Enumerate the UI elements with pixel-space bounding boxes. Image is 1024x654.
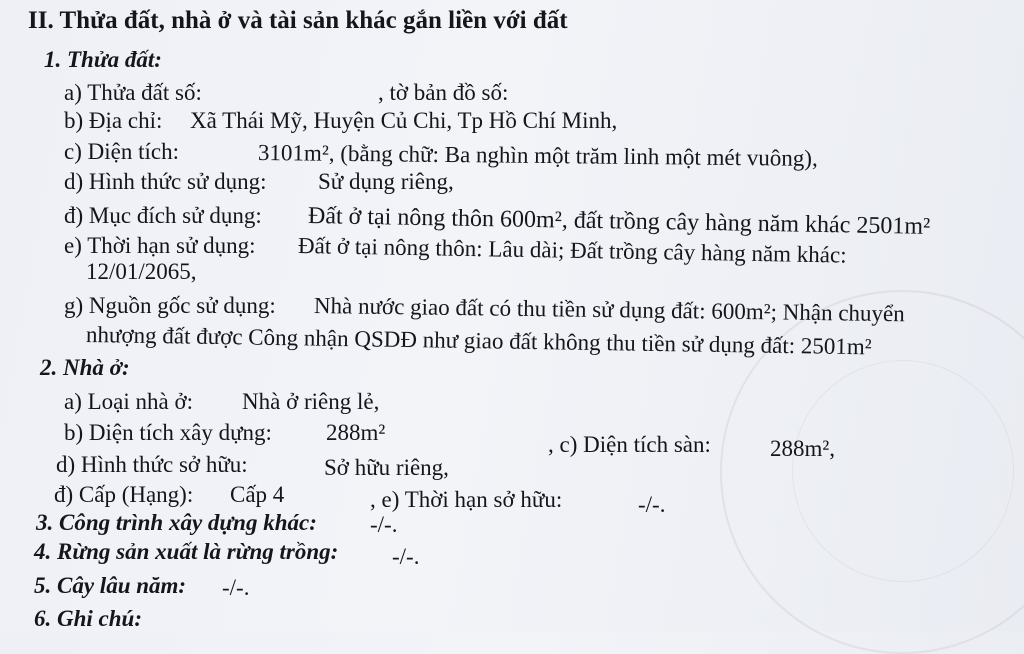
other-construction-value: -/-. (370, 512, 398, 537)
perennial-trees-label: 5. Cây lâu năm: (34, 573, 187, 598)
land-area-label: c) Diện tích: (64, 139, 179, 164)
land-purpose-label: đ) Mục đích sử dụng: (64, 203, 262, 228)
house-floor-area-label: , c) Diện tích sàn: (548, 432, 711, 457)
seal-watermark-inner (792, 360, 1014, 582)
land-map-sheet-label: , tờ bản đồ số: (378, 80, 509, 105)
land-term-value: Đất ở tại nông thôn: Lâu dài; Đất trồng cây hàng năm khác: (297, 233, 847, 268)
land-area-value: 3101m², (bằng chữ: Ba nghìn một trăm linh một mét vuông), (257, 140, 818, 171)
house-title: 2. Nhà ở: (40, 355, 130, 380)
land-address-value: Xã Thái Mỹ, Huyện Củ Chi, Tp Hồ Chí Minh, (190, 108, 618, 133)
land-origin-value: Nhà nước giao đất có thu tiền sử dụng đất: 600m²; Nhận chuyển (313, 293, 905, 327)
house-grade-value: Cấp 4 (230, 482, 285, 507)
land-use-form-label: d) Hình thức sử dụng: (64, 169, 267, 194)
planted-forest-value: -/-. (392, 544, 420, 569)
land-use-form-value: Sử dụng riêng, (318, 169, 454, 194)
house-ownership-term-value: -/-. (638, 492, 666, 517)
house-building-area-value: 288m² (326, 420, 386, 445)
house-type-label: a) Loại nhà ở: (64, 389, 194, 414)
house-ownership-term-label: , e) Thời hạn sở hữu: (370, 487, 563, 512)
land-origin-value-continued: nhượng đất được Công nhận QSDĐ như giao đất không thu tiền sử dụng đất: 2501m² (85, 322, 872, 360)
planted-forest-label: 4. Rừng sản xuất là rừng trồng: (34, 539, 339, 564)
land-title: 1. Thửa đất: (44, 47, 162, 72)
section-title: II. Thửa đất, nhà ở và tài sản khác gắn liền với đất (28, 7, 568, 34)
house-floor-area-value: 288m², (770, 436, 836, 461)
other-construction-label: 3. Công trình xây dựng khác: (36, 510, 317, 535)
house-type-value: Nhà ở riêng lẻ, (242, 389, 380, 414)
perennial-trees-value: -/-. (222, 575, 250, 600)
land-origin-label: g) Nguồn gốc sử dụng: (64, 293, 276, 318)
land-purpose-value: Đất ở tại nông thôn 600m², đất trồng cây hàng năm khác 2501m² (307, 203, 931, 240)
house-ownership-form-label: d) Hình thức sở hữu: (56, 452, 248, 477)
land-term-date: 12/01/2065, (86, 259, 197, 284)
land-term-label: e) Thời hạn sử dụng: (64, 233, 256, 258)
land-parcel-number-label: a) Thửa đất số: (64, 80, 202, 105)
notes-label: 6. Ghi chú: (34, 606, 142, 631)
house-grade-label: đ) Cấp (Hạng): (54, 482, 194, 507)
house-building-area-label: b) Diện tích xây dựng: (64, 420, 272, 445)
land-address-label: b) Địa chỉ: (64, 108, 163, 133)
house-ownership-form-value: Sở hữu riêng, (324, 455, 449, 480)
